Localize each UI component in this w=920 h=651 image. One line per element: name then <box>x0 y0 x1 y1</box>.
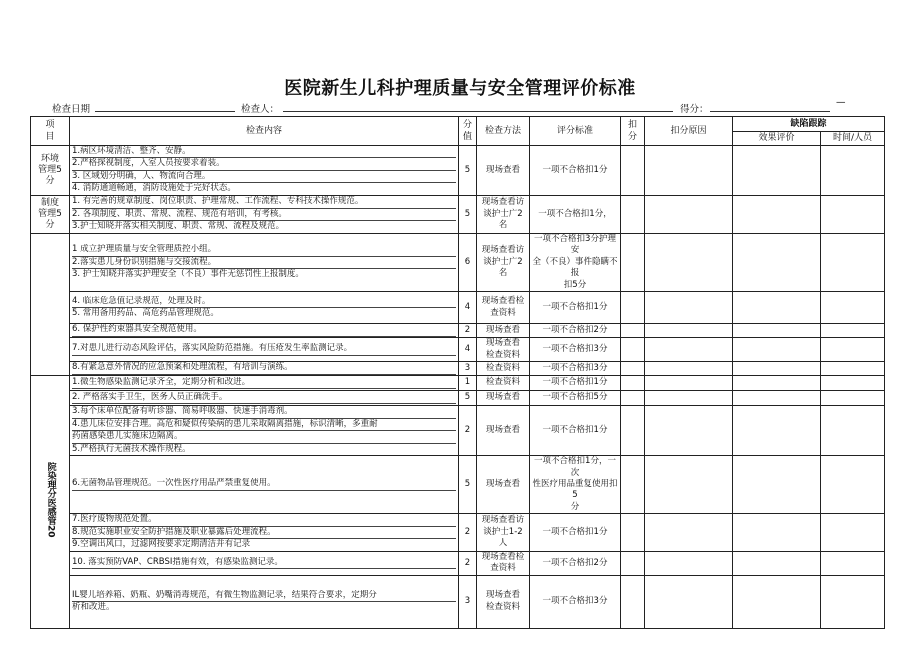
points-cell: 4 <box>459 338 477 362</box>
effect-input-cell[interactable] <box>733 406 821 456</box>
effect-input-cell[interactable] <box>733 233 821 291</box>
time-person-input-cell[interactable] <box>821 146 885 196</box>
content-cell <box>70 195 459 233</box>
content-cell <box>70 362 459 376</box>
score-dash: — <box>836 97 846 108</box>
content-line: 2.严格探视制度，入室人员按要求着装。 <box>72 158 456 170</box>
content-line: 8.规范实施职业安全防护措施及职业暴露后处理流程。 <box>72 527 456 539</box>
effect-input-cell[interactable] <box>733 362 821 376</box>
standard-cell: 一项不合格扣5分 <box>530 391 621 406</box>
table-row <box>31 391 885 406</box>
method-cell: 现场查看检 查资料 <box>477 551 530 575</box>
standard-cell: 一项不合格扣3分 <box>530 575 621 628</box>
header-item <box>31 117 70 146</box>
deduct-input-cell[interactable] <box>621 195 645 233</box>
header-effect: 效果评价 <box>733 132 821 146</box>
time-person-input-cell[interactable] <box>821 338 885 362</box>
method-cell: 现场查看 检查资料 <box>477 338 530 362</box>
reason-input-cell[interactable] <box>645 324 733 338</box>
reason-input-cell[interactable] <box>645 406 733 456</box>
header-time-person: 时间/人员 <box>821 132 885 146</box>
deduct-input-cell[interactable] <box>621 362 645 376</box>
date-field-line <box>95 111 235 112</box>
table-row <box>31 195 885 233</box>
points-cell: 1 <box>459 376 477 391</box>
standard-cell: 一项不合格扣3分 <box>530 338 621 362</box>
deduct-input-cell[interactable] <box>621 551 645 575</box>
section-item-cell <box>31 146 70 196</box>
standard-cell: 一项不合格扣1分 <box>530 292 621 324</box>
effect-input-cell[interactable] <box>733 456 821 514</box>
content-cell <box>70 514 459 551</box>
deduct-input-cell[interactable] <box>621 391 645 406</box>
effect-input-cell[interactable] <box>733 391 821 406</box>
points-cell: 4 <box>459 292 477 324</box>
table-row <box>31 575 885 628</box>
points-cell: 5 <box>459 195 477 233</box>
content-line: 析和改进。 <box>72 602 115 613</box>
content-cell <box>70 146 459 196</box>
method-cell: 检查资料 <box>477 376 530 391</box>
deduct-input-cell[interactable] <box>621 292 645 324</box>
content-cell <box>70 575 459 628</box>
header-standard: 评分标准 <box>530 117 621 146</box>
content-cell <box>70 456 459 514</box>
effect-input-cell[interactable] <box>733 146 821 196</box>
reason-input-cell[interactable] <box>645 338 733 362</box>
method-cell: 检查资料 <box>477 362 530 376</box>
reason-input-cell[interactable] <box>645 514 733 551</box>
content-line: 6.无菌物品管理规范。一次性医疗用品严禁重复使用。 <box>72 478 456 490</box>
date-label: 检查日期 <box>52 104 91 115</box>
content-cell <box>70 233 459 291</box>
header-deduct-text: 扣 分 <box>627 119 637 142</box>
time-person-input-cell[interactable] <box>821 575 885 628</box>
time-person-input-cell[interactable] <box>821 376 885 391</box>
reason-input-cell[interactable] <box>645 195 733 233</box>
content-line: 8.有紧急意外情况的应急预案和处理流程，有培训与演练。 <box>72 362 456 374</box>
section-item-label: 院染理分医感管20 <box>45 462 56 538</box>
points-cell: 2 <box>459 551 477 575</box>
points-cell: 5 <box>459 456 477 514</box>
method-cell: 现场查看访 谈护士广2 名 <box>477 195 530 233</box>
table-body <box>31 146 885 629</box>
content-line: 7.医疗废物规范处置。 <box>72 514 456 526</box>
content-cell <box>70 376 459 391</box>
standard-cell: 一项不合格扣2分 <box>530 324 621 338</box>
time-person-input-cell[interactable] <box>821 514 885 551</box>
content-line: 4.患儿床位安排合理。高危和疑似传染病的患儿采取隔离措施，标识清晰，多重耐 <box>72 419 456 431</box>
content-line: 5.严格执行无菌技术操作规程。 <box>72 443 191 454</box>
time-person-input-cell[interactable] <box>821 551 885 575</box>
evaluation-table <box>30 116 885 629</box>
method-cell: 现场查看 <box>477 456 530 514</box>
standard-cell: 一项不合格扣1分 <box>530 376 621 391</box>
table-row <box>31 406 885 456</box>
deduct-input-cell[interactable] <box>621 406 645 456</box>
section-item-label: 环境 管理5 分 <box>38 153 62 187</box>
table-row <box>31 338 885 362</box>
reason-input-cell[interactable] <box>645 456 733 514</box>
content-cell <box>70 551 459 575</box>
points-cell: 2 <box>459 406 477 456</box>
time-person-input-cell[interactable] <box>821 292 885 324</box>
reason-input-cell[interactable] <box>645 146 733 196</box>
content-line: 3. 区域划分明确，人、物流向合理。 <box>72 171 456 183</box>
method-cell: 现场查看 <box>477 324 530 338</box>
table-row <box>31 146 885 196</box>
content-line: 9.空调出风口，过滤网按要求定期清洁并有记录 <box>72 539 251 550</box>
method-cell: 现场查看访 谈护士广2 名 <box>477 233 530 291</box>
header-points <box>459 117 477 146</box>
points-cell: 5 <box>459 146 477 196</box>
effect-input-cell[interactable] <box>733 338 821 362</box>
table-row <box>31 514 885 551</box>
effect-input-cell[interactable] <box>733 551 821 575</box>
header-item-text: 项 目 <box>45 119 55 142</box>
content-line: 1. 有完善的规章制度、岗位职责、护理常规、工作流程、专科技术操作规范。 <box>72 196 456 208</box>
deduct-input-cell[interactable] <box>621 146 645 196</box>
standard-cell: 一项不合格扣1分， <box>530 195 621 233</box>
content-line: 2. 各项制度、职责、常规、流程、规范有培训，有考核。 <box>72 209 456 221</box>
time-person-input-cell[interactable] <box>821 456 885 514</box>
standard-cell: 一项不合格扣1分 <box>530 406 621 456</box>
content-line: 1.病区环境清洁、整齐、安静。 <box>72 146 456 158</box>
content-line: 6. 保护性约束器具安全规范使用。 <box>72 324 456 336</box>
reason-input-cell[interactable] <box>645 362 733 376</box>
points-cell: 2 <box>459 324 477 338</box>
reason-input-cell[interactable] <box>645 376 733 391</box>
reason-input-cell[interactable] <box>645 292 733 324</box>
header-reason: 扣分原因 <box>645 117 733 146</box>
content-cell <box>70 406 459 456</box>
content-line: 4. 消防通道畅通，消防设施处于完好状态。 <box>72 183 236 194</box>
deduct-input-cell[interactable] <box>621 456 645 514</box>
deduct-input-cell[interactable] <box>621 324 645 338</box>
standard-cell: 一项不合格扣1分 <box>530 146 621 196</box>
content-line: 3.每个床单位配备有听诊器、简易呼吸器、快速手消毒剂。 <box>72 406 456 418</box>
reason-input-cell[interactable] <box>645 551 733 575</box>
effect-input-cell[interactable] <box>733 324 821 338</box>
standard-cell: 一项不合格扣3分护理安 全（不良）事件隐瞒不报 扣5分 <box>530 233 621 291</box>
content-line: 3.护士知晓并落实相关制度、职责、常规、流程及规范。 <box>72 221 285 232</box>
effect-input-cell[interactable] <box>733 575 821 628</box>
deduct-input-cell[interactable] <box>621 514 645 551</box>
method-cell: 现场查看 <box>477 146 530 196</box>
inspector-label: 检查人： <box>241 104 280 115</box>
deduct-input-cell[interactable] <box>621 376 645 391</box>
content-line: 7.对患儿进行动态风险评估，落实风险防范措施。有压疮发生率监测记录。 <box>72 343 456 355</box>
content-line: 2. 严格落实手卫生，医务人员正确洗手。 <box>72 392 456 404</box>
header-tracking: 缺陷跟踪 <box>733 117 885 132</box>
time-person-input-cell[interactable] <box>821 195 885 233</box>
table-row <box>31 292 885 324</box>
table-row <box>31 233 885 291</box>
standard-cell: 一项不合格扣3分 <box>530 362 621 376</box>
content-line: 2.落实患儿身份识别措施与交接流程。 <box>72 257 456 269</box>
content-line: 药菌感染患儿实施床边隔离。 <box>72 431 456 443</box>
reason-input-cell[interactable] <box>645 575 733 628</box>
table-row <box>31 362 885 376</box>
section-item-cell <box>31 233 70 375</box>
content-cell <box>70 338 459 362</box>
points-cell: 5 <box>459 391 477 406</box>
document-title: 医院新生儿科护理质量与安全管理评价标准 <box>284 78 636 99</box>
content-line: 1 成立护理质量与安全管理质控小组。 <box>72 244 456 256</box>
points-cell: 6 <box>459 233 477 291</box>
reason-input-cell[interactable] <box>645 391 733 406</box>
effect-input-cell[interactable] <box>733 514 821 551</box>
header-content: 检查内容 <box>70 117 459 146</box>
method-cell: 现场查看访 谈护士1-2 人 <box>477 514 530 551</box>
method-cell: 现场查看检 查资料 <box>477 292 530 324</box>
time-person-input-cell[interactable] <box>821 233 885 291</box>
content-line: IL婴儿培养箱、奶瓶、奶嘴消毒规范，有微生物监测记录，结果符合要求，定期分 <box>72 590 456 602</box>
effect-input-cell[interactable] <box>733 195 821 233</box>
section-item-cell <box>31 195 70 233</box>
inspector-field-line <box>283 111 673 112</box>
standard-cell: 一项不合格扣1分 <box>530 514 621 551</box>
time-person-input-cell[interactable] <box>821 362 885 376</box>
points-cell: 3 <box>459 575 477 628</box>
standard-cell: 一项不合格扣2分 <box>530 551 621 575</box>
method-cell: 现场查看 检查资料 <box>477 575 530 628</box>
content-line: 3. 护士知晓并落实护理安全（不良）事件无惩罚性上报制度。 <box>72 269 304 280</box>
score-field-line <box>710 111 830 112</box>
deduct-input-cell[interactable] <box>621 338 645 362</box>
deduct-input-cell[interactable] <box>621 233 645 291</box>
content-line: 4. 临床危急值记录规范，处理及时。 <box>72 296 456 308</box>
method-cell: 现场查看 <box>477 391 530 406</box>
content-line: 10. 落实预防VAP、CRBSI措施有效，有感染监测记录。 <box>72 557 456 569</box>
time-person-input-cell[interactable] <box>821 406 885 456</box>
content-cell <box>70 292 459 324</box>
effect-input-cell[interactable] <box>733 376 821 391</box>
header-points-text: 分 值 <box>462 119 472 142</box>
content-line: 1.微生物感染监测记录齐全，定期分析和改进。 <box>72 377 456 389</box>
reason-input-cell[interactable] <box>645 233 733 291</box>
content-line: 5. 常用备用药品、高危药品管理规范。 <box>72 308 219 319</box>
content-cell <box>70 391 459 406</box>
header-deduct <box>621 117 645 146</box>
table-row <box>31 324 885 338</box>
points-cell: 3 <box>459 362 477 376</box>
method-cell: 现场查看 <box>477 406 530 456</box>
table-row <box>31 376 885 391</box>
time-person-input-cell[interactable] <box>821 391 885 406</box>
effect-input-cell[interactable] <box>733 292 821 324</box>
time-person-input-cell[interactable] <box>821 324 885 338</box>
content-cell <box>70 324 459 338</box>
deduct-input-cell[interactable] <box>621 575 645 628</box>
table-row <box>31 551 885 575</box>
section-item-label: 制度 管理5 分 <box>38 197 62 230</box>
points-cell: 2 <box>459 514 477 551</box>
table-row <box>31 456 885 514</box>
section-item-cell <box>31 376 70 629</box>
header-method: 检查方法 <box>477 117 530 146</box>
score-label: 得分： <box>680 104 709 115</box>
standard-cell: 一项不合格扣1分，一次 性医疗用品重复使用扣5 分 <box>530 456 621 514</box>
